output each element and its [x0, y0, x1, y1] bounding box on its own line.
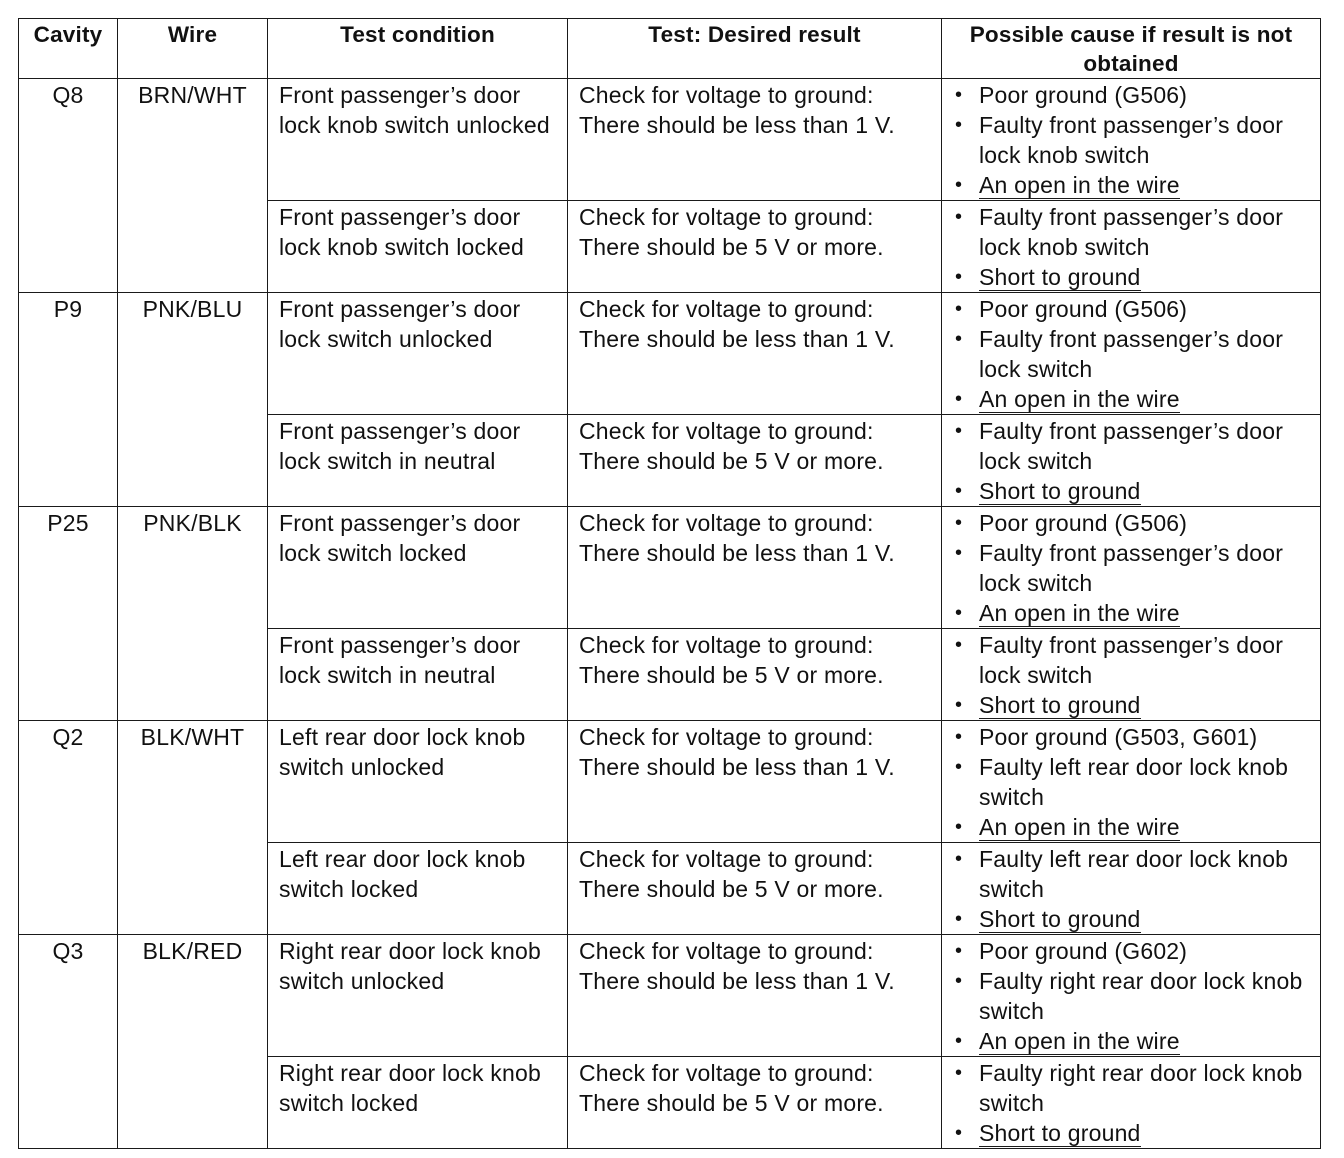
cause-item	[952, 416, 1314, 476]
table-row	[19, 507, 1321, 629]
cause-list	[952, 936, 1314, 1056]
cause-item	[952, 80, 1314, 110]
wire-cell: PNK/BLU	[118, 293, 268, 507]
cause-text: Faulty front passenger’s door lock switch	[979, 540, 1284, 596]
wire-cell: BRN/WHT	[118, 79, 268, 293]
cause-list	[952, 508, 1314, 628]
wire-cell: BLK/WHT	[118, 721, 268, 935]
cause-text: Short to ground	[979, 1120, 1141, 1146]
test-condition-cell: Front passenger’s door lock switch unlocked	[268, 293, 568, 415]
cause-text: Short to ground	[979, 692, 1141, 718]
possible-cause-cell	[942, 721, 1321, 843]
cause-item	[952, 752, 1314, 812]
desired-result-cell: Check for voltage to ground: There should be 5 V or more.	[568, 629, 942, 721]
cause-list	[952, 844, 1314, 934]
test-condition-cell: Front passenger’s door lock knob switch unlocked	[268, 79, 568, 201]
cause-item	[952, 324, 1314, 384]
header-possible-cause: Possible cause if result is not obtained	[942, 19, 1321, 79]
test-condition-cell: Left rear door lock knob switch unlocked	[268, 721, 568, 843]
cause-text: Faulty front passenger’s door lock switch	[979, 418, 1284, 474]
cause-text: Short to ground	[979, 906, 1141, 932]
cause-text: An open in the wire	[979, 600, 1180, 626]
test-condition-cell: Front passenger’s door lock switch in neutral	[268, 629, 568, 721]
cause-text: An open in the wire	[979, 172, 1180, 198]
cavity-cell: Q8	[19, 79, 118, 293]
wire-cell: PNK/BLK	[118, 507, 268, 721]
possible-cause-cell	[942, 629, 1321, 721]
diagnostic-table	[18, 18, 1321, 1149]
cause-text: Faulty right rear door lock knob switch	[979, 968, 1303, 1024]
cause-list	[952, 294, 1314, 414]
test-condition-cell: Front passenger’s door lock knob switch locked	[268, 201, 568, 293]
wire-cell: BLK/RED	[118, 935, 268, 1149]
cavity-cell: Q3	[19, 935, 118, 1149]
test-condition-cell: Left rear door lock knob switch locked	[268, 843, 568, 935]
desired-result-cell: Check for voltage to ground: There should be less than 1 V.	[568, 935, 942, 1057]
cause-text: Faulty front passenger’s door lock knob switch	[979, 112, 1284, 168]
header-cavity: Cavity	[19, 19, 118, 79]
cause-text: Short to ground	[979, 478, 1141, 504]
cause-item	[952, 598, 1314, 628]
cause-text: Poor ground (G506)	[979, 510, 1188, 536]
cause-list	[952, 202, 1314, 292]
cause-text: An open in the wire	[979, 814, 1180, 840]
cause-item	[952, 1058, 1314, 1118]
cavity-cell: P25	[19, 507, 118, 721]
desired-result-cell: Check for voltage to ground: There should be less than 1 V.	[568, 507, 942, 629]
cavity-cell: Q2	[19, 721, 118, 935]
cause-text: Faulty left rear door lock knob switch	[979, 754, 1289, 810]
cause-item	[952, 722, 1314, 752]
cause-text: Faulty front passenger’s door lock knob switch	[979, 204, 1284, 260]
possible-cause-cell	[942, 79, 1321, 201]
cause-list	[952, 416, 1314, 506]
cause-item	[952, 384, 1314, 414]
cause-list	[952, 630, 1314, 720]
desired-result-cell: Check for voltage to ground: There should be less than 1 V.	[568, 721, 942, 843]
cause-text: Poor ground (G503, G601)	[979, 724, 1258, 750]
test-condition-cell: Front passenger’s door lock switch locked	[268, 507, 568, 629]
cause-item	[952, 1118, 1314, 1148]
cause-item	[952, 508, 1314, 538]
cause-item	[952, 1026, 1314, 1056]
test-condition-cell: Front passenger’s door lock switch in neutral	[268, 415, 568, 507]
test-condition-cell: Right rear door lock knob switch locked	[268, 1057, 568, 1149]
cause-item	[952, 844, 1314, 904]
cause-item	[952, 936, 1314, 966]
cavity-cell: P9	[19, 293, 118, 507]
cause-item	[952, 262, 1314, 292]
desired-result-cell: Check for voltage to ground: There should be 5 V or more.	[568, 415, 942, 507]
cause-list	[952, 1058, 1314, 1148]
cause-text: Faulty left rear door lock knob switch	[979, 846, 1289, 902]
cause-item	[952, 812, 1314, 842]
cause-text: Faulty front passenger’s door lock switch	[979, 326, 1284, 382]
cause-text: Poor ground (G602)	[979, 938, 1188, 964]
table-row	[19, 935, 1321, 1057]
cause-item	[952, 294, 1314, 324]
cause-item	[952, 202, 1314, 262]
desired-result-cell: Check for voltage to ground: There should be 5 V or more.	[568, 843, 942, 935]
cause-list	[952, 722, 1314, 842]
header-test-condition: Test condition	[268, 19, 568, 79]
table-row	[19, 79, 1321, 201]
cause-list	[952, 80, 1314, 200]
possible-cause-cell	[942, 293, 1321, 415]
possible-cause-cell	[942, 843, 1321, 935]
table-row	[19, 293, 1321, 415]
cause-text: Poor ground (G506)	[979, 82, 1188, 108]
cause-text: Poor ground (G506)	[979, 296, 1188, 322]
possible-cause-cell	[942, 415, 1321, 507]
cause-text: Faulty right rear door lock knob switch	[979, 1060, 1303, 1116]
desired-result-cell: Check for voltage to ground: There should be 5 V or more.	[568, 201, 942, 293]
header-desired-result: Test: Desired result	[568, 19, 942, 79]
possible-cause-cell	[942, 201, 1321, 293]
desired-result-cell: Check for voltage to ground: There should be less than 1 V.	[568, 79, 942, 201]
possible-cause-cell	[942, 935, 1321, 1057]
possible-cause-cell	[942, 507, 1321, 629]
cause-text: Faulty front passenger’s door lock switch	[979, 632, 1284, 688]
cause-item	[952, 170, 1314, 200]
cause-item	[952, 904, 1314, 934]
test-condition-cell: Right rear door lock knob switch unlocked	[268, 935, 568, 1057]
cause-item	[952, 690, 1314, 720]
cause-item	[952, 630, 1314, 690]
cause-item	[952, 476, 1314, 506]
cause-text: An open in the wire	[979, 1028, 1180, 1054]
header-wire: Wire	[118, 19, 268, 79]
cause-item	[952, 538, 1314, 598]
table-row	[19, 721, 1321, 843]
desired-result-cell: Check for voltage to ground: There should be 5 V or more.	[568, 1057, 942, 1149]
possible-cause-cell	[942, 1057, 1321, 1149]
table-body	[19, 79, 1321, 1149]
cause-text: Short to ground	[979, 264, 1141, 290]
cause-item	[952, 966, 1314, 1026]
cause-item	[952, 110, 1314, 170]
desired-result-cell: Check for voltage to ground: There should be less than 1 V.	[568, 293, 942, 415]
cause-text: An open in the wire	[979, 386, 1180, 412]
header-row	[19, 19, 1321, 79]
